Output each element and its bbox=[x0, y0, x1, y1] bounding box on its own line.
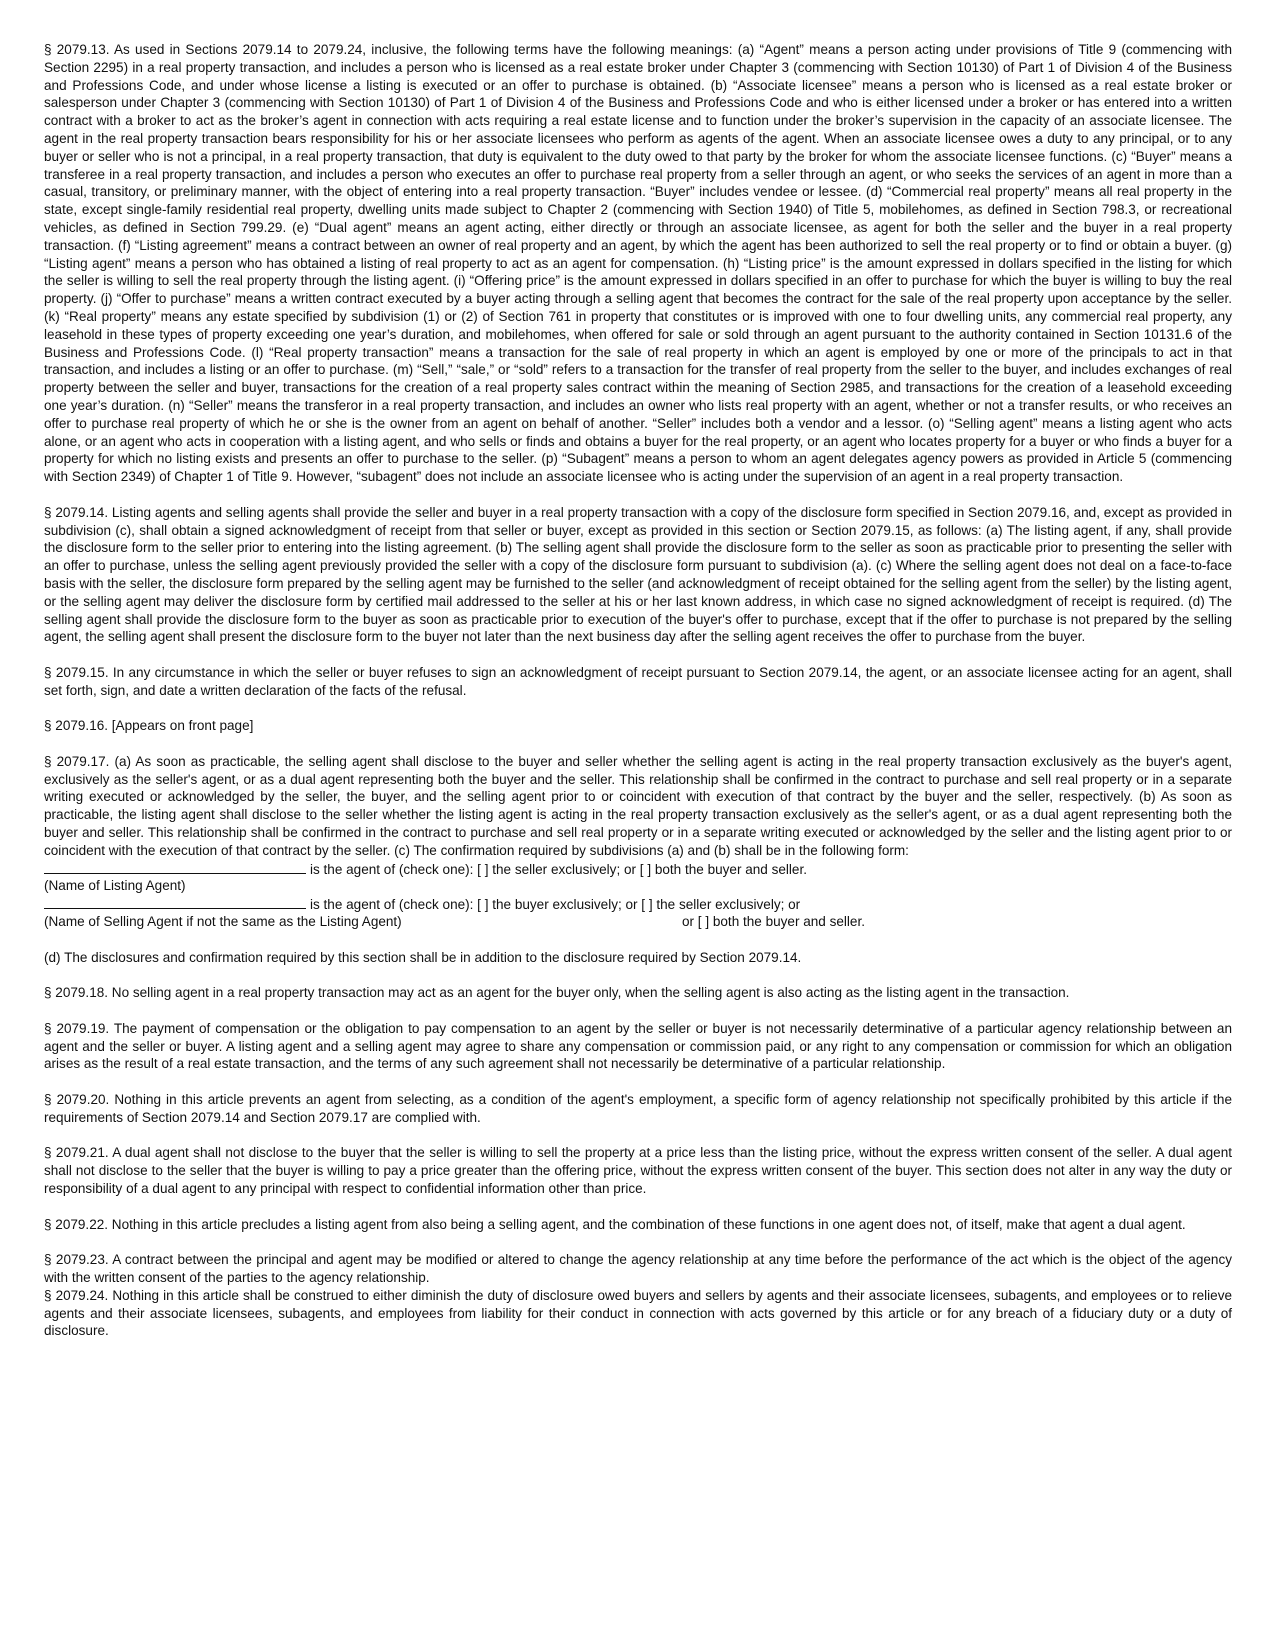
section-2079-18: § 2079.18. No selling agent in a real property transaction may act as an agent for the buyer only, when the selling agent is also acting as the listing agent in the transaction. bbox=[44, 985, 1070, 1001]
section-2079-17: § 2079.17. (a) As soon as practicable, the selling agent shall disclose to the buyer and seller whether the selling agent is acting in the real property transaction exclusively as the buyer's agent, exclusively as the seller's agent, or as a dual agent representing both the buyer and the seller. This relationship shall be confirmed in the contract to purchase and sell real property or in a separate writing executed or acknowledged by the seller, the buyer, and the selling agent prior to or coincident with execution of that contract by the buyer and the seller, respectively. (b) As soon as practicable, the listing agent shall disclose to the seller whether the listing agent is acting in the real property transaction exclusively as the seller's agent, or as a dual agent representing both the buyer and seller. This relationship shall be confirmed in the contract to purchase and sell real property or in a separate writing executed or acknowledged by the seller and the listing agent prior to or coincident with the execution of that contract by the seller. (c) The confirmation required by subdivisions (a) and (b) shall be in the following form: bbox=[44, 753, 1232, 858]
selling-agent-label: (Name of Selling Agent if not the same as the Listing Agent) bbox=[44, 914, 402, 930]
section-2079-22: § 2079.22. Nothing in this article precludes a listing agent from also being a selling agent, and the combination of these functions in one agent does not, of itself, make that agent a dual agent. bbox=[44, 1216, 1186, 1232]
listing-agent-label: (Name of Listing Agent) bbox=[44, 878, 186, 894]
section-2079-21: § 2079.21. A dual agent shall not disclose to the buyer that the seller is willing to sell the property at a price less than the listing price, without the express written consent of the seller. A dual agent shall not disclose to the seller that the buyer is willing to pay a price greater than the offering price, without the express written consent of the buyer. This section does not alter in any way the duty or responsibility of a dual agent to any principal with respect to confidential information other than price. bbox=[44, 1145, 1232, 1196]
selling-agent-or-both: or [ ] both the buyer and seller. bbox=[682, 914, 865, 930]
section-2079-13: § 2079.13. As used in Sections 2079.14 to 2079.24, inclusive, the following terms have the following meanings: (a) “Agent” means a person acting under provisions of Title 9 (commencing with Section 2295) in a real property transaction, and includes a person who is licensed as a real estate broker under Chapter 3 (commencing with Section 10130) of Part 1 of Division 4 of the Business and Professions Code, and under whose license a listing is executed or an offer to purchase is obtained. (b) “Associate licensee” means a person who is licensed as a real estate broker or salesperson under Chapter 3 (commencing with Section 10130) of Part 1 of Division 4 of the Business and Professions Code and who is either licensed under a broker or has entered into a written contract with a broker to act as the broker’s agent in connection with acts requiring a real estate license and to function under the broker’s supervision in the capacity of an associate licensee. The agent in the real property transaction bears responsibility for his or her associate licensees who perform as agents of the agent. When an associate licensee owes a duty to any principal, or to any buyer or seller who is not a principal, in a real property transaction, that duty is equivalent to the duty owed to that party by the broker for whom the associate licensee functions. (c) “Buyer” means a transferee in a real property transaction, and includes a person who executes an offer to purchase real property from a seller through an agent, or who seeks the services of an agent in more than a casual, transitory, or preliminary manner, with the object of entering into a real property transaction. “Buyer” includes vendee or lessee. (d) “Commercial real property” means all real property in the state, except single-family residential real property, dwelling units made subject to Chapter 2 (commencing with Section 1940) of Title 5, mobilehomes, as defined in Section 798.3, or recreational vehicles, as defined in Section 799.29. (e) “Dual agent” means an agent acting, either directly or through an associate licensee, as agent for both the seller and the buyer in a real property transaction. (f) “Listing agreement” means a contract between an owner of real property and an agent, by which the agent has been authorized to sell the real property or to find or obtain a buyer. (g) “Listing agent” means a person who has obtained a listing of real property to act as an agent for compensation. (h) “Listing price” is the amount expressed in dollars specified in the listing for which the seller is willing to sell the real property through the listing agent. (i) “Offering price” is the amount expressed in dollars specified in an offer to purchase for which the buyer is willing to buy the real property. (j) “Offer to purchase” means a written contract executed by a buyer acting through a selling agent that becomes the contract for the sale of the real property upon acceptance by the seller. (k) “Real property” means any estate specified by subdivision (1) or (2) of Section 761 in property that constitutes or is improved with one to four dwelling units, any commercial real property, any leasehold in these types of property exceeding one year’s duration, and mobilehomes, when offered for sale or sold through an agent pursuant to the authority contained in Section 10131.6 of the Business and Professions Code. (l) “Real property transaction” means a transaction for the sale of real property in which an agent is employed by one or more of the principals to act in that transaction, and includes a listing or an offer to purchase. (m) “Sell,” “sale,” or “sold” refers to a transaction for the transfer of real property from the seller to the buyer, and includes exchanges of real property between the seller and buyer, transactions for the creation of a real property sales contract within the meaning of Section 2985, and transactions for the creation of a leasehold exceeding one year’s duration. (n) “Seller” means the transferor in a real property transaction, and includes an owner who lists real property with an agent, whether or not a transfer results, or who receives an offer to purchase real property of which he or she is the owner from an agent on behalf of another. “Seller” includes both a vendor and a lessor. (o) “Selling agent” means a listing agent who acts alone, or an agent who acts in cooperation with a listing agent, and who sells or finds and obtains a buyer for the real property, or an agent who locates property for a buyer or who finds a buyer for a property for which no listing exists and presents an offer to purchase to the seller. (p) “Subagent” means a person to whom an agent delegates agency powers as provided in Article 5 (commencing with Section 2349) of Chapter 1 of Title 9. However, “subagent” does not include an associate licensee who is acting under the supervision of an agent in a real property transaction. bbox=[44, 42, 1232, 485]
selling-agent-row bbox=[44, 895, 1232, 913]
agency-confirmation-form bbox=[44, 860, 1232, 931]
listing-agent-blank[interactable] bbox=[44, 860, 306, 874]
section-2079-24: § 2079.24. Nothing in this article shall be construed to either diminish the duty of disclosure owed buyers and sellers by agents and their associate licensees, subagents, and employees or to relieve agents and their associate licensees, subagents, and employees from liability for their conduct in connection with acts governed by this article or for any breach of a fiduciary duty or a duty of disclosure. bbox=[44, 1287, 1232, 1339]
listing-agent-row bbox=[44, 860, 1232, 878]
section-2079-16: § 2079.16. [Appears on front page] bbox=[44, 718, 254, 734]
section-2079-20: § 2079.20. Nothing in this article prevents an agent from selecting, as a condition of the agent's employment, a specific form of agency relationship not specifically prohibited by this article if the requirements of Section 2079.14 and Section 2079.17 are complied with. bbox=[44, 1092, 1232, 1125]
selling-agent-label-row bbox=[44, 913, 1232, 931]
listing-agent-line: is the agent of (check one): [ ] the seller exclusively; or [ ] both the buyer and seller. bbox=[310, 861, 807, 877]
section-2079-14: § 2079.14. Listing agents and selling agents shall provide the seller and buyer in a real property transaction with a copy of the disclosure form specified in Section 2079.16, and, except as provided in subdivision (c), shall obtain a signed acknowledgment of receipt from that seller or buyer, except as provided in this section or Section 2079.15, as follows: (a) The listing agent, if any, shall provide the disclosure form to the seller prior to entering into the listing agreement. (b) The selling agent shall provide the disclosure form to the seller as soon as practicable prior to presenting the seller with an offer to purchase, unless the selling agent previously provided the seller with a copy of the disclosure form pursuant to subdivision (a). (c) Where the selling agent does not deal on a face-to-face basis with the seller, the disclosure form prepared by the selling agent may be furnished to the seller (and acknowledgment of receipt obtained for the selling agent from the seller) by the listing agent, or the selling agent may deliver the disclosure form by certified mail addressed to the seller at his or her last known address, in which case no signed acknowledgment of receipt is required. (d) The selling agent shall provide the disclosure form to the buyer as soon as practicable prior to execution of the buyer's offer to purchase, except that if the offer to purchase is not prepared by the selling agent, the selling agent shall present the disclosure form to the buyer not later than the next business day after the selling agent receives the offer to purchase from the buyer. bbox=[44, 504, 1232, 645]
selling-agent-line: is the agent of (check one): [ ] the buyer exclusively; or [ ] the seller exclusively; or bbox=[310, 897, 801, 913]
section-2079-19: § 2079.19. The payment of compensation or the obligation to pay compensation to an agent by the seller or buyer is not necessarily determinative of a particular agency relationship between an agent and the seller or buyer. A listing agent and a selling agent may agree to share any compensation or commission paid, or any right to any compensation or commission for which an obligation arises as the result of a real estate transaction, and the terms of any such agreement shall not necessarily be determinative of a particular relationship. bbox=[44, 1020, 1232, 1072]
listing-agent-label-row bbox=[44, 877, 1232, 895]
section-2079-17-d: (d) The disclosures and confirmation required by this section shall be in addition to the disclosure required by Section 2079.14. bbox=[44, 949, 802, 965]
selling-agent-blank[interactable] bbox=[44, 895, 306, 909]
section-2079-15: § 2079.15. In any circumstance in which the seller or buyer refuses to sign an acknowledgment of receipt pursuant to Section 2079.14, the agent, or an associate licensee acting for an agent, shall set forth, sign, and date a written declaration of the facts of the refusal. bbox=[44, 664, 1232, 698]
section-2079-23: § 2079.23. A contract between the principal and agent may be modified or altered to change the agency relationship at any time before the performance of the act which is the object of the agency with the written consent of the parties to the agency relationship. bbox=[44, 1252, 1232, 1285]
